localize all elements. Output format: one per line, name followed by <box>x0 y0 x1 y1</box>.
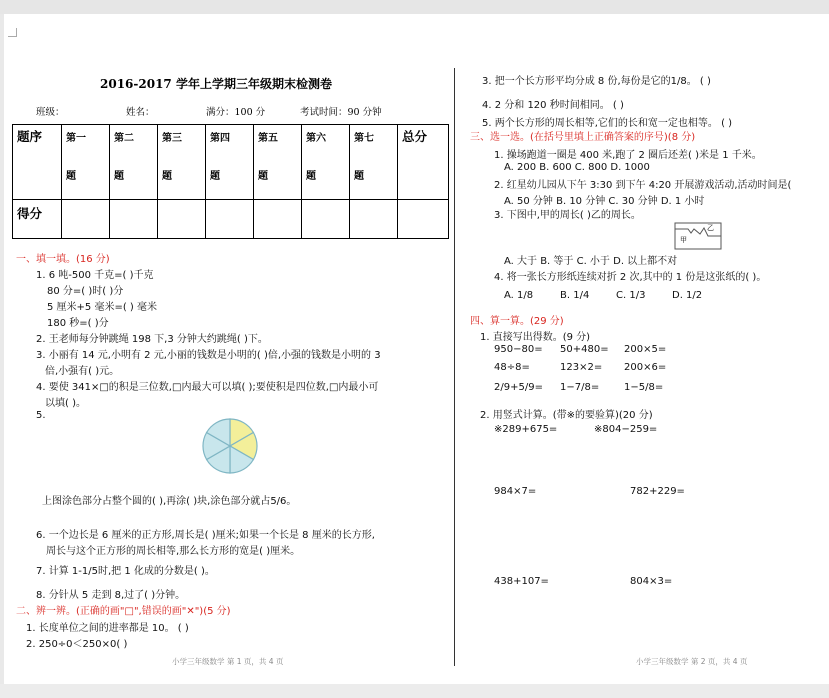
judge-3: 3. 把一个长方形平均分成 8 份,每份是它的1/8。 ( ) <box>482 76 711 87</box>
page-1-footer: 小学三年级数学 第 1 页，共 4 页 <box>172 657 284 666</box>
vertical-calc-item: 804×3= <box>630 576 673 587</box>
q1-line3: 5 厘米+5 毫米=( ) 毫米 <box>47 302 157 313</box>
choice-1-options: A. 200 B. 600 C. 800 D. 1000 <box>504 162 650 173</box>
q5-question: 上图涂色部分占整个圆的( ),再涂( )块,涂色部分就占5/6。 <box>42 496 297 507</box>
judge-4: 4. 2 分和 120 秒时间相同。 ( ) <box>482 100 624 111</box>
exam-title: 2016-2017 学年上学期三年级期末检测卷 <box>100 77 332 91</box>
q4-line2: 以填( )。 <box>45 398 86 409</box>
score-cell[interactable] <box>158 200 206 239</box>
page-2-footer: 小学三年级数学 第 2 页，共 4 页 <box>636 657 748 666</box>
section-4-title: 四、算一算。(29 分) <box>470 316 564 327</box>
column-divider <box>454 68 455 666</box>
judge-1: 1. 长度单位之间的进率都是 10。 ( ) <box>26 623 189 634</box>
calc-item: 1−5/8= <box>624 382 664 393</box>
q1-line1: 1. 6 吨-500 千克=( )千克 <box>36 270 154 281</box>
vertical-calc-item: ※804−259= <box>594 424 658 435</box>
section-2-title: 二、辨一辨。(正确的画"□",错误的画"✕")(5 分) <box>16 606 231 617</box>
q4-line1: 4. 要使 341×□的积是三位数,□内最大可以填( );要使积是四位数,□内最小可 <box>36 382 379 393</box>
judge-5: 5. 两个长方形的周长相等,它们的长和宽一定也相等。 ( ) <box>482 118 733 129</box>
exam-time-label: 考试时间：90 分钟 <box>300 107 382 118</box>
vertical-calc-item: ※289+675= <box>494 424 558 435</box>
q8: 8. 分针从 5 走到 8,过了( )分钟。 <box>36 590 186 601</box>
score-cell[interactable] <box>62 200 110 239</box>
table-col-3: 第三 题 <box>158 125 206 200</box>
score-cell[interactable] <box>206 200 254 239</box>
choice-1: 1. 操场跑道一圈是 400 米,跑了 2 圈后还差( )米是 1 千米。 <box>494 150 762 161</box>
table-col-5: 第五 题 <box>254 125 302 200</box>
vertical-calc-item: 984×7= <box>494 486 537 497</box>
choice-4-option-d: D. 1/2 <box>672 290 703 301</box>
calc-item: 200×6= <box>624 362 667 373</box>
table-head-total: 总分 <box>398 125 449 200</box>
calc-item: 200×5= <box>624 344 667 355</box>
choice-4: 4. 将一张长方形纸连续对折 2 次,其中的 1 份是这张纸的( )。 <box>494 272 767 283</box>
choice-4-option-c: C. 1/3 <box>616 290 646 301</box>
label-yi: 乙 <box>707 224 714 232</box>
choice-2: 2. 红星幼儿园从下午 3:30 到下午 4:20 开展游戏活动,活动时间是( <box>494 180 792 191</box>
score-cell[interactable] <box>398 200 449 239</box>
score-table <box>12 124 449 239</box>
top-toolbar-strip <box>0 0 829 14</box>
q6-line2: 周长与这个正方形的周长相等,那么长方形的宽是( )厘米。 <box>46 546 301 557</box>
crop-mark <box>8 28 17 37</box>
q5-number: 5. <box>36 410 46 421</box>
calc-item: 123×2= <box>560 362 603 373</box>
q6-line1: 6. 一个边长是 6 厘米的正方形,周长是( )厘米;如果一个长是 8 厘米的长方形, <box>36 530 375 541</box>
choice-3: 3. 下图中,甲的周长( )乙的周长。 <box>494 210 641 221</box>
score-cell[interactable] <box>302 200 350 239</box>
vertical-calc-item: 438+107= <box>494 576 549 587</box>
calc-1-title: 1. 直接写出得数。(9 分) <box>480 332 591 343</box>
choice-4-option-a: A. 1/8 <box>504 290 534 301</box>
calc-item: 1−7/8= <box>560 382 600 393</box>
class-label: 班级： <box>36 107 65 118</box>
q1-line4: 180 秒=( )分 <box>47 318 109 329</box>
table-col-7: 第七 题 <box>350 125 398 200</box>
table-col-2: 第二 题 <box>110 125 158 200</box>
full-score-label: 满分：100 分 <box>206 107 266 118</box>
table-head-score: 得分 <box>13 200 62 239</box>
bottom-strip <box>0 684 829 698</box>
choice-2-options: A. 50 分钟 B. 10 分钟 C. 30 分钟 D. 1 小时 <box>504 196 705 207</box>
document-page <box>4 14 829 684</box>
q1-line2: 80 分=( )时( )分 <box>47 286 124 297</box>
score-cell[interactable] <box>350 200 398 239</box>
calc-item: 50+480= <box>560 344 609 355</box>
q3-line2: 倍,小强有( )元。 <box>45 366 120 377</box>
table-col-4: 第四 题 <box>206 125 254 200</box>
shaded-circle-diagram <box>200 416 260 476</box>
table-head-order: 题序 <box>13 125 62 200</box>
choice-3-options: A. 大于 B. 等于 C. 小于 D. 以上都不对 <box>504 256 678 267</box>
section-3-title: 三、选一选。(在括号里填上正确答案的序号)(8 分) <box>470 132 696 143</box>
calc-item: 950−80= <box>494 344 543 355</box>
judge-2: 2. 250÷0＜250×0( ) <box>26 639 128 650</box>
score-cell[interactable] <box>110 200 158 239</box>
section-1-title: 一、填一填。(16 分) <box>16 254 110 265</box>
label-jia: 甲 <box>680 236 687 244</box>
score-cell[interactable] <box>254 200 302 239</box>
choice-4-option-b: B. 1/4 <box>560 290 590 301</box>
q3-line1: 3. 小丽有 14 元,小明有 2 元,小丽的钱数是小明的( )倍,小强的钱数是小明的 3 <box>36 350 381 361</box>
q7: 7. 计算 1-1/5时,把 1 化成的分数是( )。 <box>36 566 215 577</box>
table-col-6: 第六 题 <box>302 125 350 200</box>
calc-item: 48÷8= <box>494 362 530 373</box>
calc-2-title: 2. 用竖式计算。(带※的要验算)(20 分) <box>480 410 653 421</box>
name-label: 姓名： <box>126 107 155 118</box>
vertical-calc-item: 782+229= <box>630 486 685 497</box>
q2: 2. 王老师每分钟跳绳 198 下,3 分钟大约跳绳( )下。 <box>36 334 268 345</box>
table-col-1: 第一 题 <box>62 125 110 200</box>
calc-item: 2/9+5/9= <box>494 382 543 393</box>
